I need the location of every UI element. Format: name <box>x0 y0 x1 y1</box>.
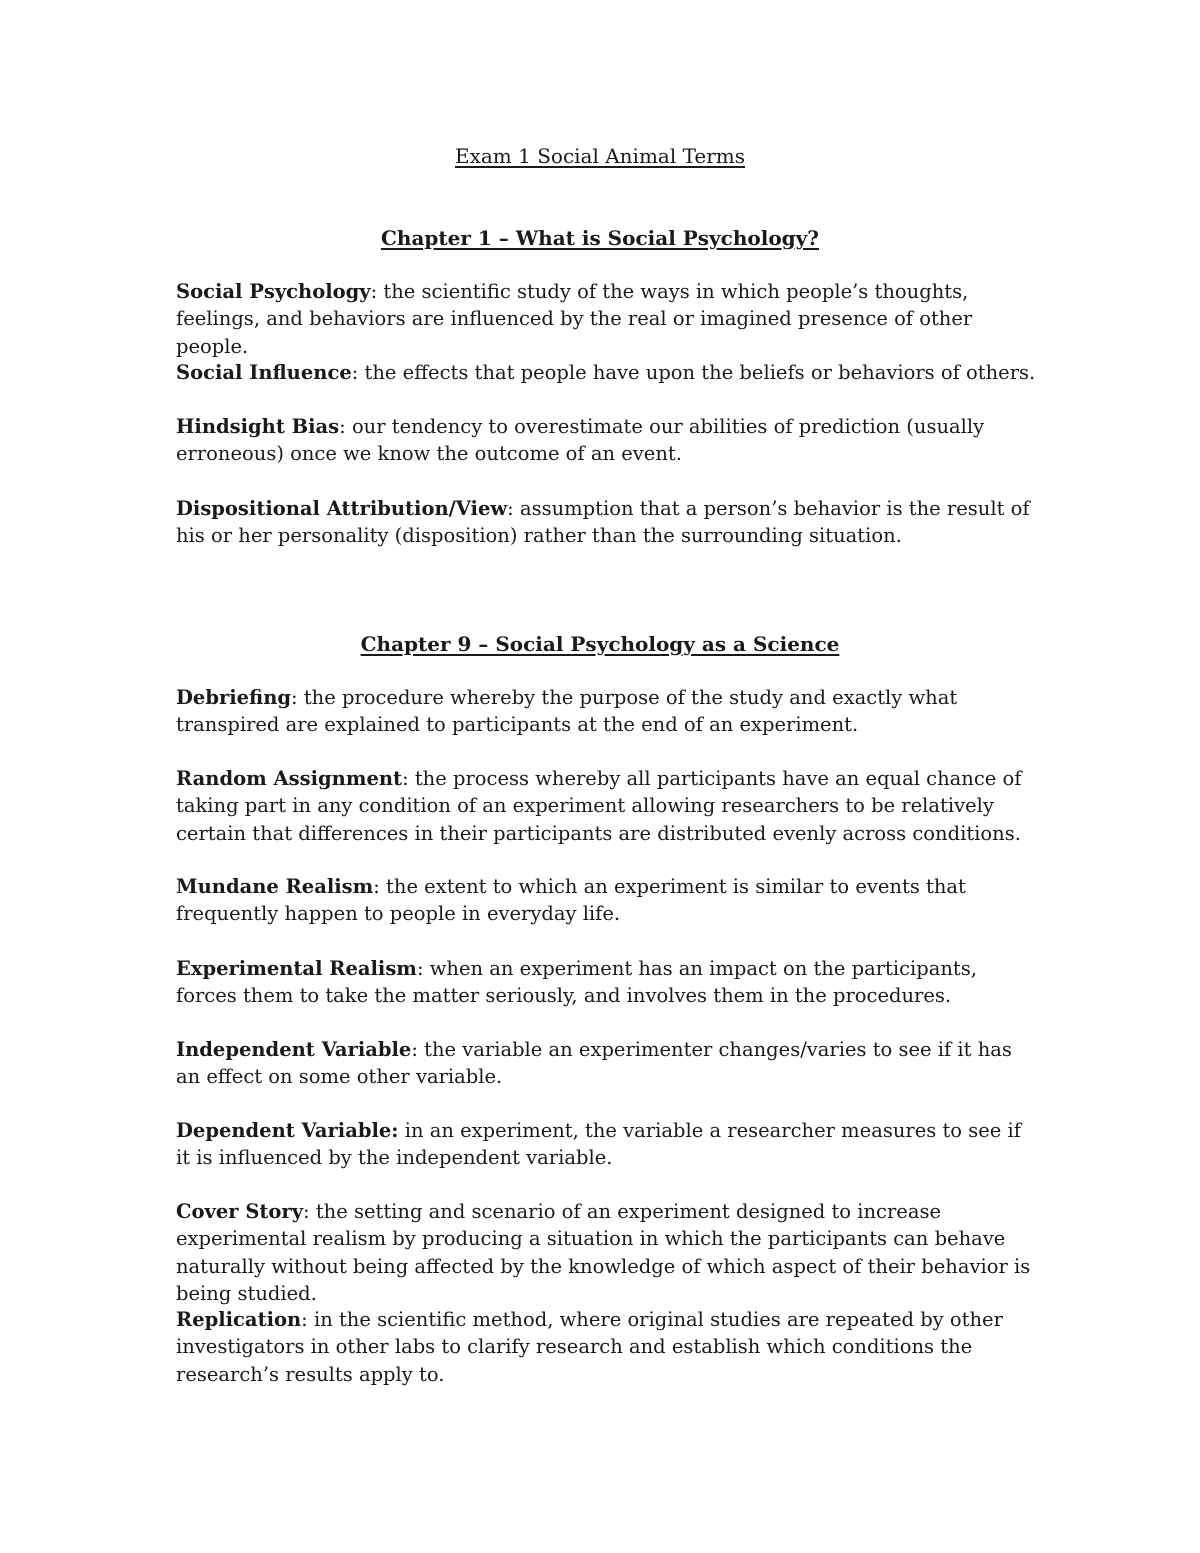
chapter-9-heading: Chapter 9 – Social Psychology as a Science <box>360 632 840 656</box>
term-name: Dependent Variable: <box>176 1119 399 1142</box>
term-definition: when an experiment has an impact on the participants, forces them to take the matter seriously, and involves them in the procedures. <box>176 957 977 1008</box>
term-definition: the process whereby all participants have an equal chance of taking part in any condition of an experiment allowing researchers to be relatively certain that differences in their participants are distributed evenly across conditions. <box>176 767 1022 845</box>
term-hindsight-bias <box>176 413 1036 468</box>
term-replication <box>176 1306 1036 1388</box>
term-separator: : <box>416 957 430 980</box>
term-separator: : <box>301 1308 314 1331</box>
term-name: Dispositional Attribution/View <box>176 497 508 520</box>
term-definition: the variable an experimenter changes/varies to see if it has an effect on some other variable. <box>176 1038 1012 1089</box>
term-dispositional-attribution <box>176 495 1036 550</box>
term-social-psychology <box>176 278 1036 360</box>
term-social-influence <box>176 359 1036 386</box>
term-definition: in the scientific method, where original studies are repeated by other investigators in other labs to clarify research and establish which conditions the research’s results apply to. <box>176 1308 1003 1386</box>
term-separator: : <box>291 686 304 709</box>
term-definition: the effects that people have upon the beliefs or behaviors of others. <box>364 361 1036 384</box>
term-definition: the scientific study of the ways in which people’s thoughts, feelings, and behaviors are influenced by the real or imagined presence of other people. <box>176 280 973 358</box>
term-definition: assumption that a person’s behavior is the result of his or her personality (disposition) rather than the surrounding situation. <box>176 497 1030 548</box>
term-separator: : <box>303 1200 316 1223</box>
term-separator: : <box>411 1038 425 1061</box>
term-definition: the setting and scenario of an experiment designed to increase experimental realism by producing a situation in which the participants can behave naturally without being affected by the knowledge of which aspect of their behavior is being studied. <box>176 1200 1031 1305</box>
chapter-1-heading: Chapter 1 – What is Social Psychology? <box>380 226 819 250</box>
term-experimental-realism <box>176 955 1036 1010</box>
term-independent-variable <box>176 1036 1036 1091</box>
term-name: Social Influence <box>176 361 352 384</box>
term-separator: : <box>507 497 520 520</box>
term-definition: the procedure whereby the purpose of the study and exactly what transpired are explained to participants at the end of an experiment. <box>176 686 958 737</box>
term-definition: our tendency to overestimate our abilities of prediction (usually erroneous) once we know the outcome of an event. <box>176 415 985 466</box>
term-name: Mundane Realism <box>176 875 374 898</box>
term-mundane-realism <box>176 873 1036 928</box>
term-name: Replication <box>176 1308 302 1331</box>
term-debriefing <box>176 684 1036 739</box>
document-title: Exam 1 Social Animal Terms <box>455 144 745 168</box>
term-separator: : <box>373 875 387 898</box>
term-name: Social Psychology <box>176 280 371 303</box>
term-separator: : <box>351 361 365 384</box>
term-dependent-variable <box>176 1117 1036 1172</box>
term-name: Hindsight Bias <box>176 415 340 438</box>
term-definition: in an experiment, the variable a researcher measures to see if it is influenced by the independent variable. <box>176 1119 1021 1170</box>
term-definition: the extent to which an experiment is similar to events that frequently happen to people in everyday life. <box>176 875 966 926</box>
term-name: Random Assignment <box>176 767 403 790</box>
term-separator: : <box>402 767 415 790</box>
term-name: Independent Variable <box>176 1038 412 1061</box>
term-separator: : <box>339 415 352 438</box>
term-cover-story <box>176 1198 1036 1307</box>
term-separator: : <box>370 280 384 303</box>
term-name: Experimental Realism <box>176 957 417 980</box>
term-name: Debriefing <box>176 686 292 709</box>
term-name: Cover Story <box>176 1200 304 1223</box>
term-random-assignment <box>176 765 1036 847</box>
